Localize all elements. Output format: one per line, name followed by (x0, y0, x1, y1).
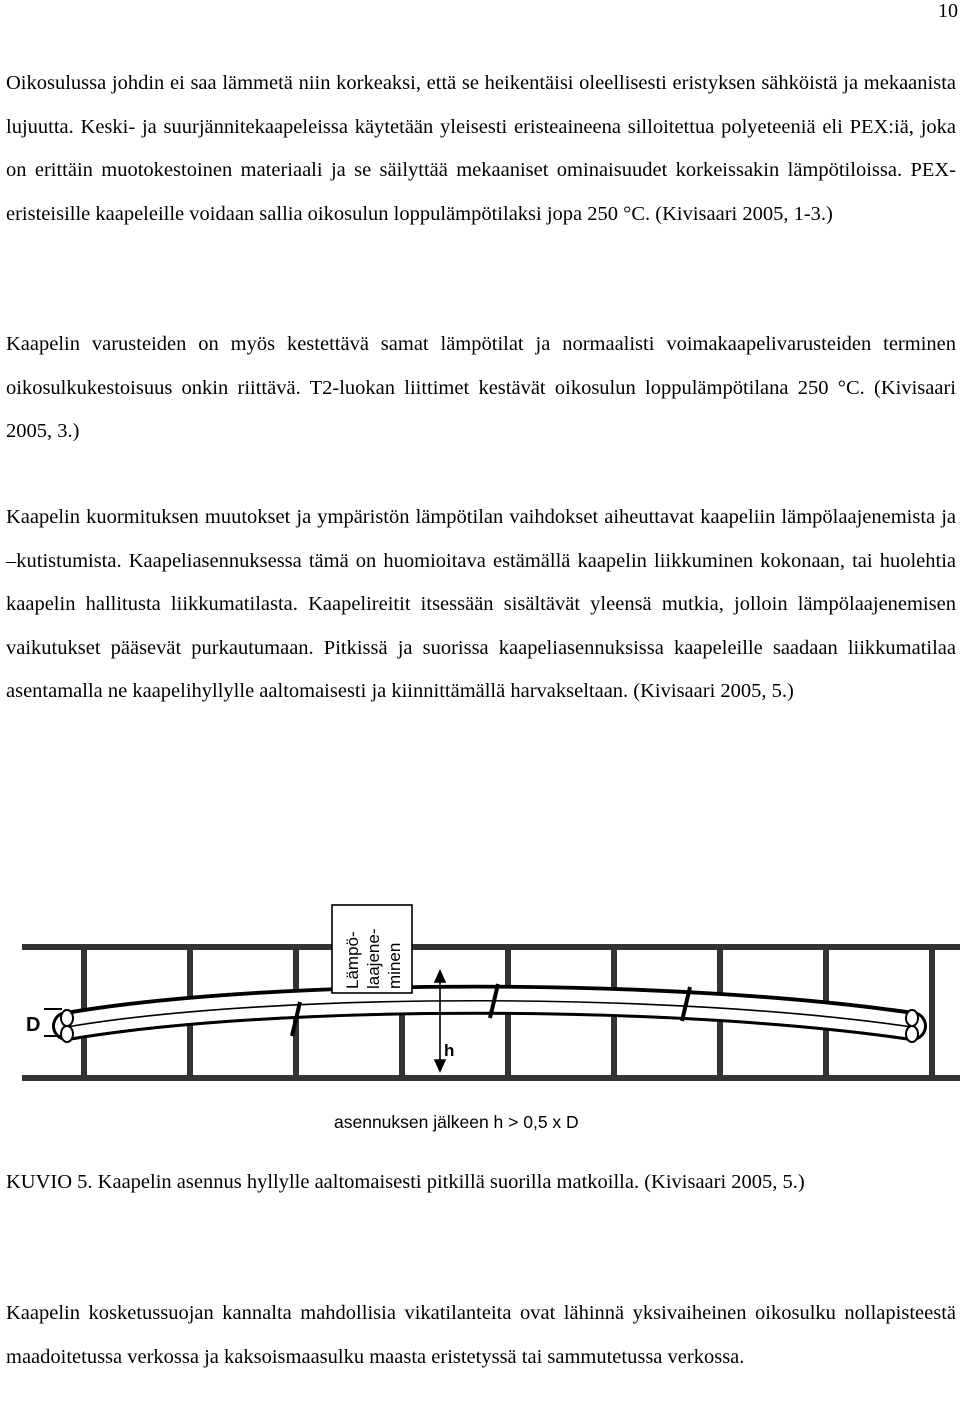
figure-caption: KUVIO 5. Kaapelin asennus hyllylle aaltomaisesti pitkillä suorilla matkoilla. (Kivisaari 2005, 5.) (6, 1171, 805, 1193)
d-label: D (26, 1014, 41, 1036)
paragraph-touch-protection: Kaapelin kosketussuojan kannalta mahdollisia vikatilanteita ovat lähinnä yksivaiheinen oikosulku nollapisteestä maadoitetussa verkossa ja kaksoismaasulku maasta eristetyssä tai sammutetussa verkossa. (6, 1302, 956, 1368)
expansion-label-line-2: laajene- (364, 928, 383, 989)
cable-tray-figure (22, 896, 960, 1146)
installation-rule-label: asennuksen jälkeen h > 0,5 x D (334, 1112, 579, 1132)
paragraph-thermal-expansion: Kaapelin kuormituksen muutokset ja ympäristön lämpötilan vaihdokset aiheuttavat kaapeliin lämpölaajenemista ja –kutistumista. Kaapeliasennuksessa tämä on huomioitava estämällä kaapelin liikkuminen kokonaan, tai huolehtia kaapelin hallitusta liikkumatilasta. Kaapelireitit itsessään sisältävät yleensä mutkia, jolloin lämpölaajenemisen vaikutukset pääsevät purkautumaan. Pitkissä ja suorissa kaapeliasennuksissa kaapeleille saadaan liikkumatilaa asentamalla ne kaapelihyllylle aaltomaisesti ja kiinnittämällä harvakseltaan. (Kivisaari 2005, 5.) (6, 506, 956, 702)
expansion-label-line-3: minen (385, 942, 404, 989)
page-number: 10 (938, 0, 958, 22)
expansion-label-line-1: Lämpö- (343, 931, 362, 989)
paragraph-cable-accessories: Kaapelin varusteiden on myös kestettävä samat lämpötilat ja normaalisti voimakaapelivarusteiden terminen oikosulkukestoisuus onkin riittävä. T2-luokan liittimet kestävät oikosulun loppulämpötilana 250 °C. (Kivisaari 2005, 3.) (6, 333, 956, 442)
h-label: h (444, 1041, 455, 1060)
paragraph-short-circuit-heating: Oikosulussa johdin ei saa lämmetä niin korkeaksi, että se heikentäisi oleellisesti eristyksen sähköistä ja mekaanista lujuutta. Keski- ja suurjännitekaapeleissa käytetään yleisesti eristeaineena silloitettua polyeteeniä eli PEX:iä, joka on erittäin muotokestoinen materiaali ja se säilyttää mekaaniset ominaisuudet korkeissakin lämpötiloissa. PEX-eristeisille kaapeleille voidaan sallia oikosulun loppulämpötilaksi jopa 250 °C. (Kivisaari 2005, 1-3.) (6, 72, 956, 225)
